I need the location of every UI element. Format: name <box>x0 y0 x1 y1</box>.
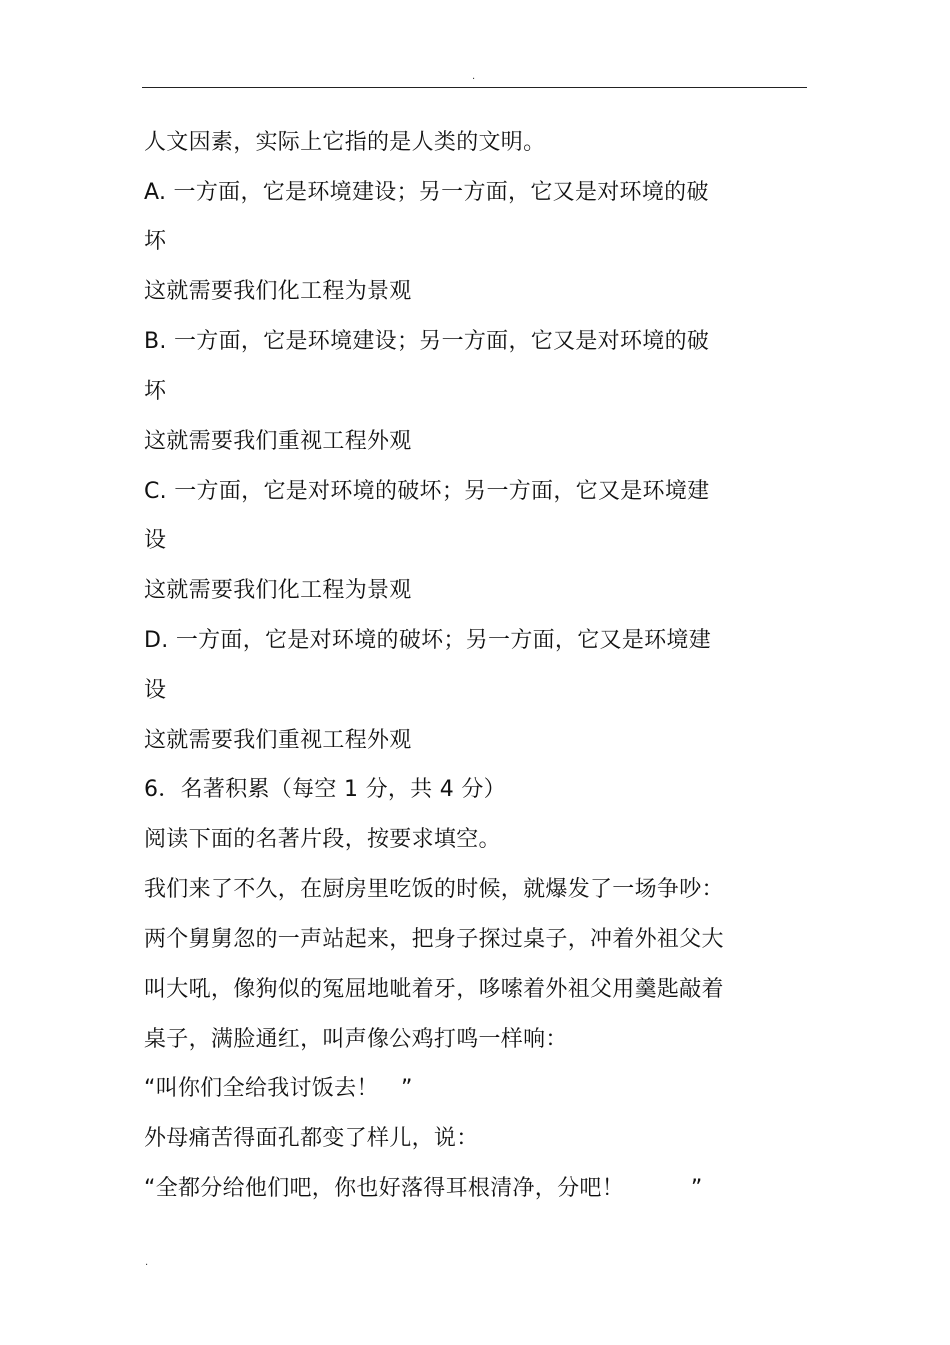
passage-quote: “叫你们全给我讨饭去！ ” <box>144 1076 413 1101</box>
text-line: 这就需要我们重视工程外观 <box>144 728 412 753</box>
option-a-line: A. 一方面，它是环境建设；另一方面，它又是对环境的破 <box>144 180 709 205</box>
text-line: 人文因素，实际上它指的是人类的文明。 <box>144 130 546 155</box>
passage-line: 两个舅舅忽的一声站起来，把身子探过桌子，冲着外祖父大 <box>144 927 724 952</box>
option-b-line: B. 一方面，它是环境建设；另一方面，它又是对环境的破 <box>144 329 710 354</box>
passage-line: 外母痛苦得面孔都变了样儿，说： <box>144 1126 479 1151</box>
text-line: 设 <box>144 678 167 703</box>
instruction-line: 阅读下面的名著片段，按要求填空。 <box>144 827 501 852</box>
footer-dot: . <box>145 1257 149 1268</box>
passage-line: 叫大吼，像狗似的冤屈地呲着牙，哆嗦着外祖父用羹匙敲着 <box>144 977 724 1002</box>
text-line: 设 <box>144 528 167 553</box>
text-line: 这就需要我们化工程为景观 <box>144 578 412 603</box>
passage-line: 桌子，满脸通红，叫声像公鸡打鸣一样响： <box>144 1027 568 1052</box>
passage-quote: “全都分给他们吧，你也好落得耳根清净，分吧！ ” <box>144 1176 703 1201</box>
text-line: 这就需要我们重视工程外观 <box>144 429 412 454</box>
option-c-line: C. 一方面，它是对环境的破坏；另一方面，它又是环境建 <box>144 479 710 504</box>
passage-line: 我们来了不久，在厨房里吃饭的时候，就爆发了一场争吵： <box>144 877 724 902</box>
header-dot: . <box>472 71 476 82</box>
text-line: 坏 <box>144 229 167 254</box>
header-rule <box>142 87 807 88</box>
option-d-line: D. 一方面，它是对环境的破坏；另一方面，它又是环境建 <box>144 628 712 653</box>
text-line: 坏 <box>144 379 167 404</box>
question-heading: 6．名著积累（每空 1 分，共 4 分） <box>144 777 506 802</box>
text-line: 这就需要我们化工程为景观 <box>144 279 412 304</box>
